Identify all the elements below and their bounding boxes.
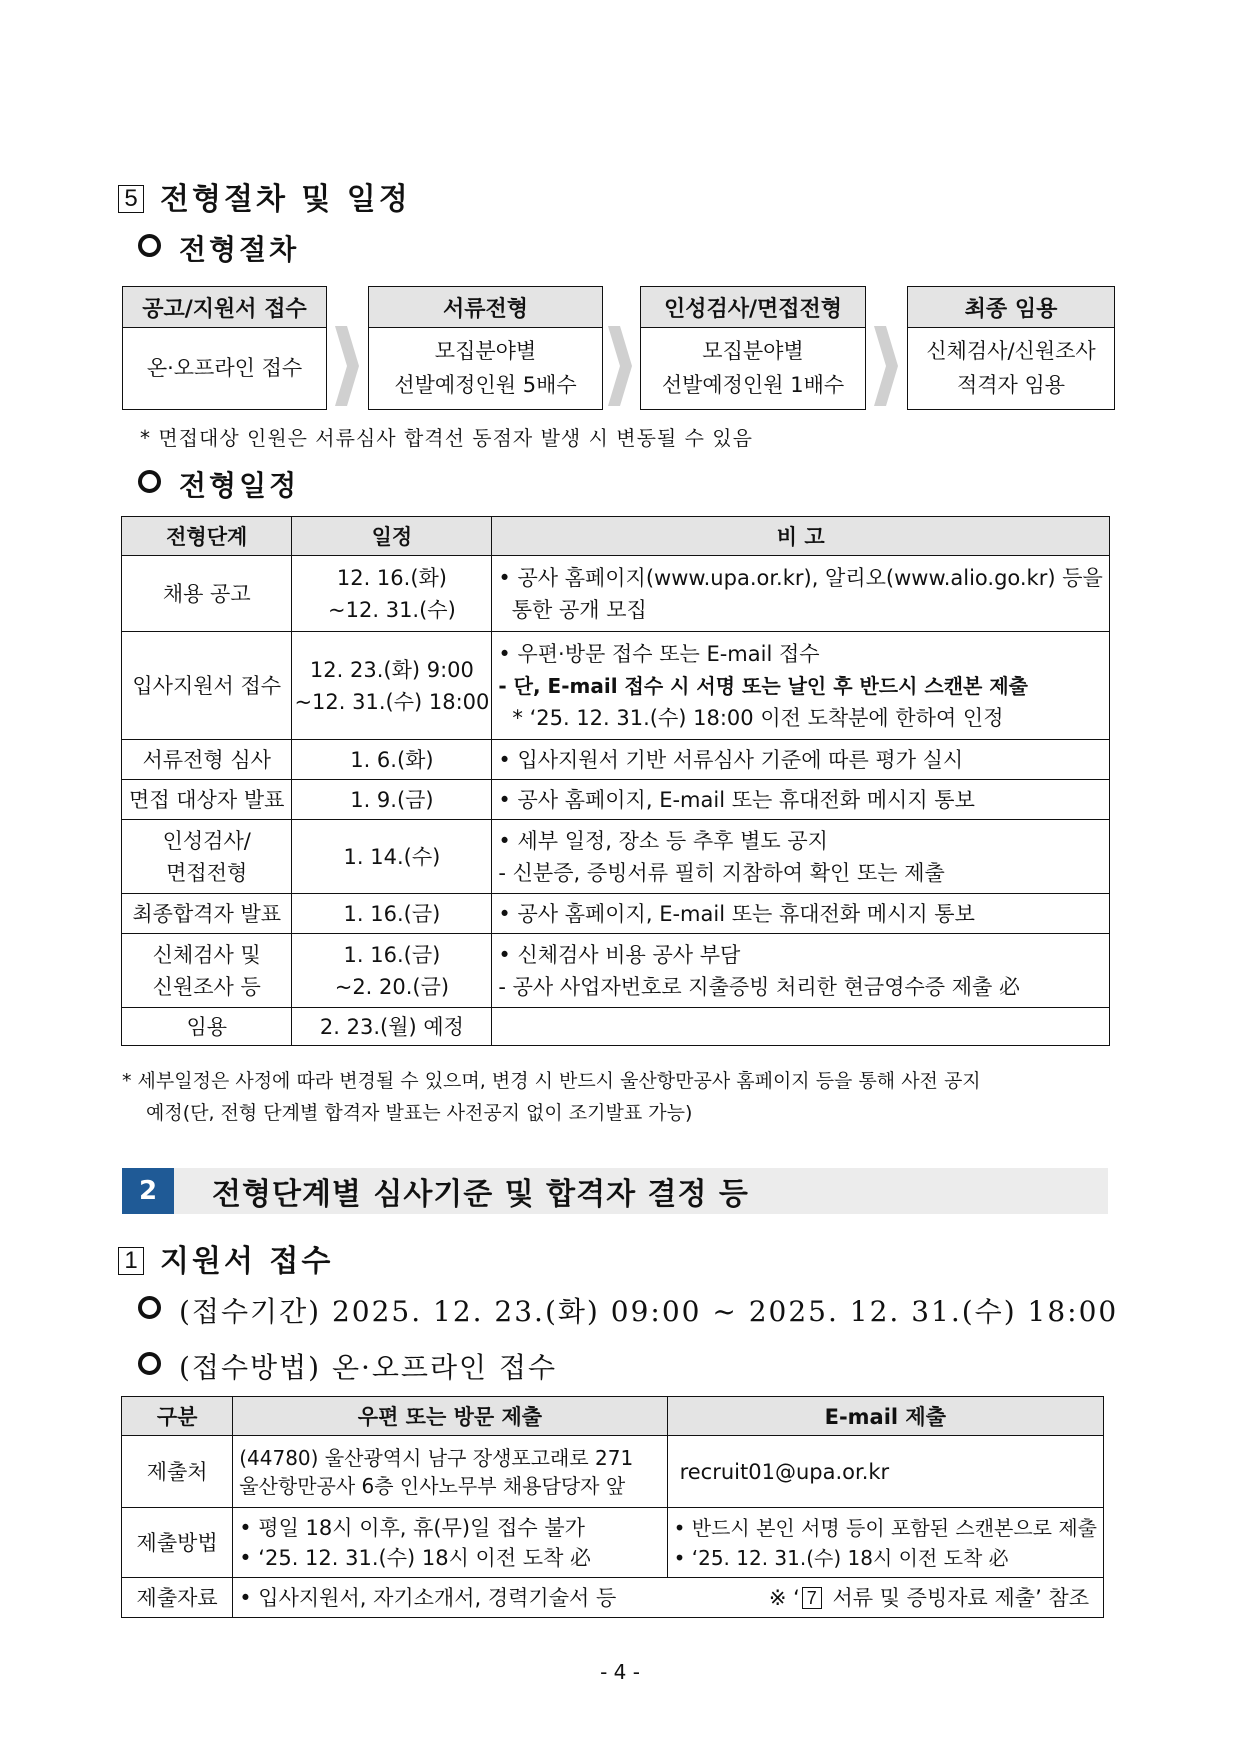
column-header: 구분: [122, 1397, 233, 1436]
step-text: 선발예정인원 1배수: [661, 373, 845, 397]
schedule-table: [121, 516, 1110, 1046]
column-header: 일정: [292, 517, 492, 556]
method-line: • ‘25. 12. 31.(수) 18시 이전 도착 必: [239, 1545, 592, 1570]
table-row: [122, 1008, 1110, 1046]
section-5-title: 5 전형절차 및 일정: [118, 174, 411, 218]
method-line: • 반드시 본인 서명 등이 포함된 스캔본으로 제출: [673, 1515, 1097, 1540]
note-cell: • 공사 홈페이지(www.upa.or.kr), 알리오(www.alio.go.kr) 등을: [498, 565, 1103, 590]
table-row: [122, 1508, 1104, 1578]
table-row: [122, 740, 1110, 780]
step-text: 모집분야별: [434, 339, 537, 363]
table-header-row: [122, 1397, 1104, 1436]
address-line: 울산항만공사 6층 인사노무부 채용담당자 앞: [239, 1473, 626, 1498]
process-note: * 면접대상 인원은 서류심사 합격선 동점자 발생 시 변동될 수 있음: [140, 426, 753, 450]
chevron-right-icon: [874, 326, 898, 406]
step-text: 모집분야별: [702, 339, 804, 363]
method-line: • ‘25. 12. 31.(수) 18시 이전 도착 必: [673, 1545, 1009, 1570]
date-cell: 1. 16.(금): [343, 901, 441, 926]
note-cell: * ‘25. 12. 31.(수) 18:00 이전 도착분에 한하여 인정: [512, 705, 1004, 730]
date-cell: ~12. 31.(수): [328, 597, 456, 622]
note-cell: • 입사지원서 기반 서류심사 기준에 따른 평가 실시: [498, 747, 964, 772]
date-cell: ~12. 31.(수) 18:00: [294, 689, 490, 714]
process-heading: 전형절차: [138, 228, 299, 268]
schedule-heading: 전형일정: [138, 464, 299, 504]
note-cell: 통한 공개 모집: [498, 597, 647, 622]
table-row: [122, 1578, 1104, 1618]
address-line: (44780) 울산광역시 남구 장생포고래로 271: [239, 1445, 634, 1470]
column-header: 비 고: [492, 517, 1110, 556]
row-label: 제출처: [146, 1459, 208, 1484]
column-header: 우편 또는 방문 제출: [233, 1397, 667, 1436]
table-row: [122, 780, 1110, 820]
section-2-title: 전형단계별 심사기준 및 합격자 결정 등: [212, 1177, 749, 1212]
date-cell: 1. 14.(수): [343, 844, 441, 869]
step-text: 적격자 임용: [956, 373, 1066, 397]
step-text: 신체검사/신원조사: [926, 339, 1096, 363]
section-number-box: 1: [118, 1247, 144, 1275]
apply-table: [121, 1396, 1104, 1618]
note-cell: • 공사 홈페이지, E-mail 또는 휴대전화 메시지 통보: [498, 787, 975, 812]
step-title: 최종 임용: [908, 287, 1114, 328]
circle-bullet-icon: [138, 234, 161, 257]
date-cell: 1. 6.(화): [350, 747, 434, 772]
stage-cell: 신체검사 및: [152, 942, 261, 967]
column-header: E-mail 제출: [667, 1397, 1103, 1436]
stage-cell: 채용 공고: [162, 581, 251, 606]
process-step-4: [907, 286, 1115, 410]
circle-bullet-icon: [138, 1352, 161, 1375]
apply-period: (접수기간) 2025. 12. 23.(화) 09:00 ~ 2025. 12. 31.(수) 18:00: [138, 1290, 1118, 1330]
step-title: 서류전형: [369, 287, 602, 328]
process-step-2: [368, 286, 603, 410]
table-header-row: [122, 517, 1110, 556]
method-line: • 평일 18시 이후, 휴(무)일 접수 불가: [239, 1515, 585, 1540]
stage-cell: 임용: [186, 1014, 228, 1039]
row-label: 제출자료: [136, 1585, 218, 1610]
email-address: recruit01@upa.or.kr: [679, 1459, 890, 1484]
table-row: [122, 934, 1110, 1008]
stage-cell: 입사지원서 접수: [132, 673, 282, 698]
column-header: 전형단계: [122, 517, 292, 556]
section-2-number: 2: [122, 1168, 174, 1214]
process-step-3: [640, 286, 866, 410]
section-number-box: 5: [118, 185, 144, 213]
table-row: [122, 556, 1110, 632]
chevron-right-icon: [335, 326, 359, 406]
step-text: 선발예정인원 5배수: [394, 373, 577, 397]
table-row: [122, 820, 1110, 894]
stage-cell: 신원조사 등: [152, 974, 261, 999]
circle-bullet-icon: [138, 470, 161, 493]
docs-reference: ※ ‘ 7 서류 및 증빙자료 제출’ 참조: [768, 1586, 1089, 1610]
schedule-note-line-1: * 세부일정은 사정에 따라 변경될 수 있으며, 변경 시 반드시 울산항만공사 홈페이지 등을 통해 사전 공지: [122, 1070, 981, 1092]
stage-cell: 면접 대상자 발표: [129, 787, 285, 812]
date-cell: 2. 23.(월) 예정: [319, 1014, 464, 1039]
date-cell: 12. 23.(화) 9:00: [309, 657, 474, 682]
note-cell: - 단, E-mail 접수 시 서명 또는 날인 후 반드시 스캔본 제출: [498, 673, 1028, 698]
chevron-right-icon: [608, 326, 632, 406]
note-cell: - 공사 사업자번호로 지출증빙 처리한 현금영수증 제출 必: [498, 974, 1020, 999]
reference-number-box: 7: [802, 1587, 822, 1609]
step-title: 공고/지원서 접수: [123, 287, 326, 328]
note-cell: • 우편·방문 접수 또는 E-mail 접수: [498, 641, 820, 666]
date-cell: ~2. 20.(금): [334, 974, 450, 999]
table-row: [122, 894, 1110, 934]
schedule-note-line-2: 예정(단, 전형 단계별 합격자 발표는 사전공지 없이 조기발표 가능): [146, 1102, 693, 1124]
circle-bullet-icon: [138, 1296, 161, 1319]
process-step-1: [122, 286, 327, 410]
note-cell: • 공사 홈페이지, E-mail 또는 휴대전화 메시지 통보: [498, 901, 975, 926]
apply-title: 1 지원서 접수: [118, 1236, 333, 1280]
page-number: - 4 -: [600, 1660, 640, 1684]
apply-method: (접수방법) 온·오프라인 접수: [138, 1346, 557, 1386]
date-cell: 1. 9.(금): [350, 787, 434, 812]
stage-cell: 면접전형: [166, 860, 248, 885]
date-cell: 12. 16.(화): [336, 565, 447, 590]
note-cell: - 신분증, 증빙서류 필히 지참하여 확인 또는 제출: [498, 860, 945, 885]
date-cell: 1. 16.(금): [343, 942, 441, 967]
stage-cell: 최종합격자 발표: [132, 901, 282, 926]
step-text: 온·오프라인 접수: [146, 356, 303, 380]
note-cell: • 세부 일정, 장소 등 추후 별도 공지: [498, 828, 828, 853]
stage-cell: 인성검사/: [162, 828, 251, 853]
docs-text: • 입사지원서, 자기소개서, 경력기술서 등: [239, 1585, 617, 1610]
row-label: 제출방법: [136, 1530, 218, 1555]
table-row: [122, 1436, 1104, 1508]
stage-cell: 서류전형 심사: [142, 747, 271, 772]
table-row: [122, 632, 1110, 740]
step-title: 인성검사/면접전형: [641, 287, 865, 328]
note-cell: • 신체검사 비용 공사 부담: [498, 942, 741, 967]
